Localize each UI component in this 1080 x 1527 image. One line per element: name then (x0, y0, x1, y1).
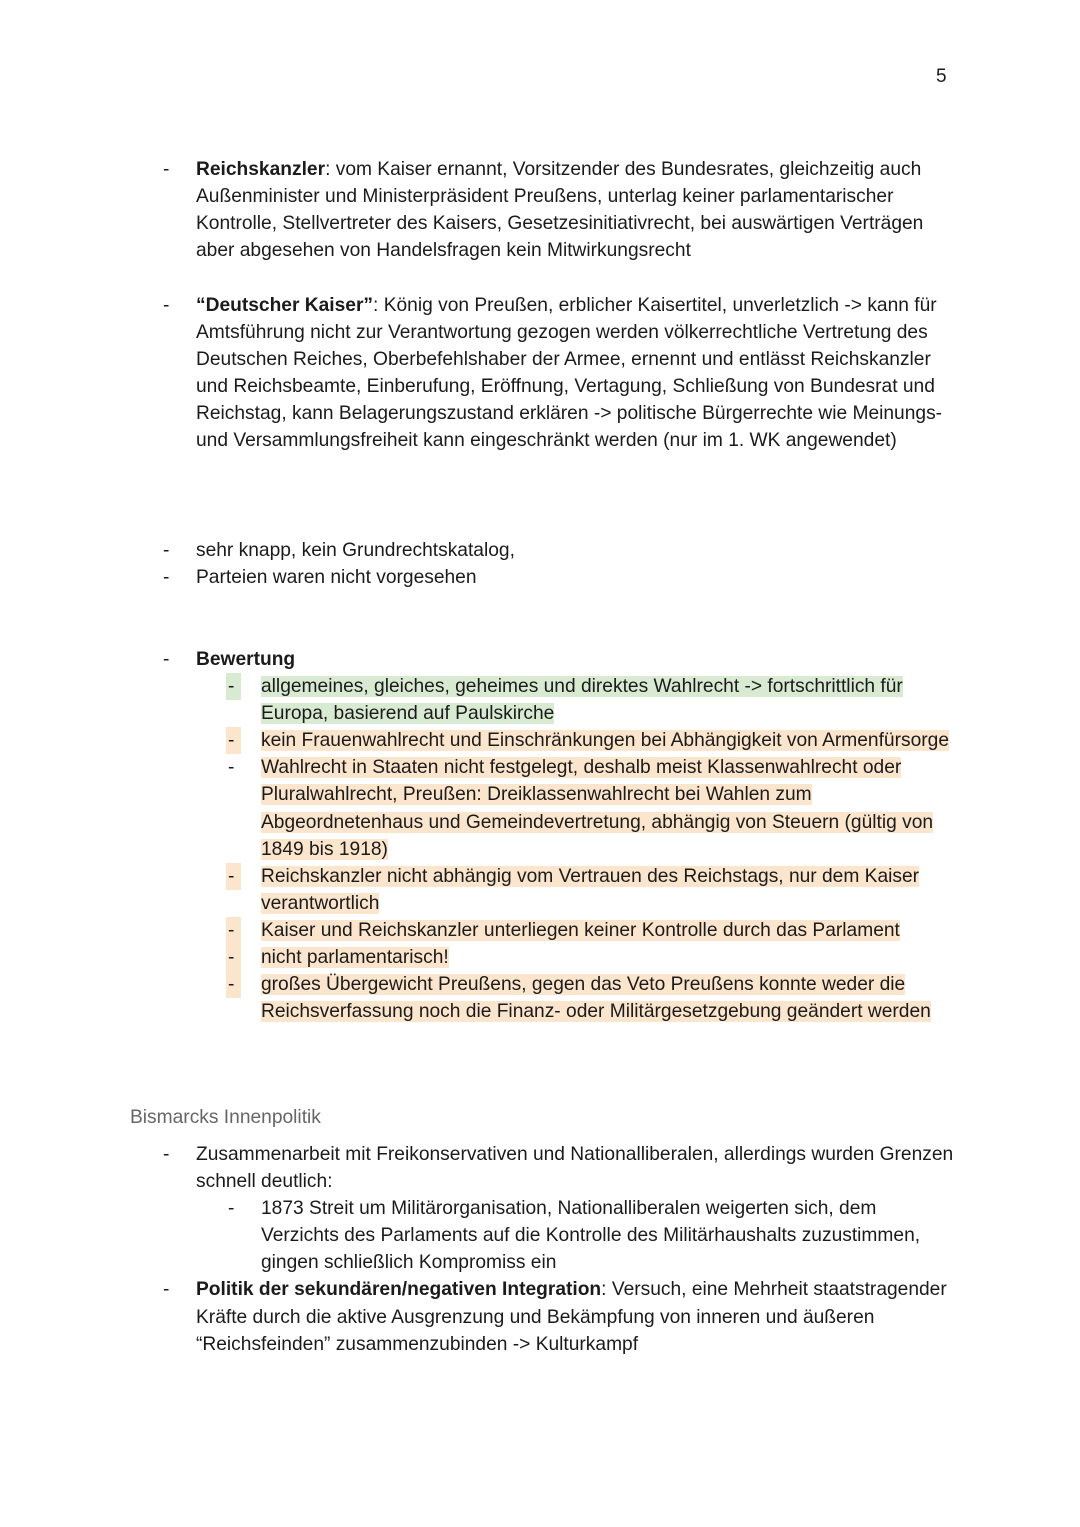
text-reichskanzler: : vom Kaiser ernannt, Vorsitzender des Bundesrates, gleichzeitig auch Außenminister und Ministerpräsident Preußens, unterlag keiner parlamentarischer Kontrolle, Stellvertreter des Kaisers, Gesetzesinitiativrecht, bei auswärtigen Verträgen aber abgesehen von Handelsfragen kein Mitwirkungsrecht (196, 159, 924, 262)
innenpolitik-item1: Zusammenarbeit mit Freikonservativen und Nationalliberalen, allerdings wurden Grenzen schnell deutlich: (196, 1144, 954, 1193)
bullet-dash: - (228, 1198, 235, 1220)
bullet-dash: - (163, 540, 170, 561)
innenpolitik-item1-sub: 1873 Streit um Militärorganisation, Nationalliberalen weigerten sich, dem Verzichts des Parlaments auf die Kontrolle des Militärhaushalts zuzustimmen, gingen schließlich Kompromiss ein (261, 1198, 921, 1274)
bullet-dash: - (226, 971, 241, 998)
bullet-dash: - (163, 159, 170, 180)
list-short-items (0, 537, 1080, 591)
bullet-dash: - (163, 649, 170, 670)
bullet-dash: - (226, 863, 241, 890)
bullet-dash: - (163, 295, 170, 316)
bewertung-point-text: allgemeines, gleiches, geheimes und direktes Wahlrecht -> fortschrittlich für Europa, basierend auf Paulskirche (261, 676, 903, 725)
list-item (163, 537, 956, 564)
bewertung-point (228, 727, 951, 754)
bewertung-point-text: Kaiser und Reichskanzler unterliegen keiner Kontrolle durch das Parlament (261, 919, 900, 941)
bullet-dash: - (226, 944, 241, 971)
list-item-deutscher-kaiser (0, 292, 1080, 455)
bullet-dash: - (226, 727, 241, 754)
bewertung-point (228, 754, 951, 862)
text-deutscher-kaiser: : König von Preußen, erblicher Kaisertitel, unverletzlich -> kann für Amtsführung nicht zur Verantwortung gezogen werden völkerrechtliche Vertretung des Deutschen Reiches, Oberbefehlshaber der Armee, ernennt und entlässt Reichskanzler und Reichsbeamte, Einberufung, Eröffnung, Vertagung, Schließung von Bundesrat und Reichstag, kann Belagerungszustand erklären -> politische Bürgerrechte wie Meinungs- und Versammlungsfreiheit kann eingeschränkt werden (nur im 1. WK angewendet) (196, 295, 943, 452)
list-item-text: sehr knapp, kein Grundrechtskatalog, (196, 540, 515, 561)
bullet-dash: - (163, 1144, 170, 1165)
bewertung-point (228, 917, 951, 944)
innenpolitik-item2-text: : Versuch, eine Mehrheit staatstragender Kräfte durch die aktive Ausgrenzung und Bekämpfung von inneren und äußeren “Reichsfeinden” zusammenzubinden -> Kulturkampf (196, 1279, 947, 1355)
list-item (163, 564, 956, 591)
page-number: 5 (936, 66, 947, 87)
bewertung-title: Bewertung (196, 649, 296, 670)
term-negative-integration: Politik der sekundären/negativen Integration (196, 1279, 602, 1301)
bewertung-point-text: nicht parlamentarisch! (261, 947, 449, 969)
bewertung-point (228, 944, 951, 971)
bullet-dash: - (163, 1279, 170, 1301)
bewertung-point (228, 971, 951, 1025)
bullet-dash: - (226, 673, 241, 700)
bullet-dash: - (228, 757, 235, 779)
list-item-text: Parteien waren nicht vorgesehen (196, 567, 477, 589)
bewertung-point (228, 863, 951, 917)
bewertung-point-text: Reichskanzler nicht abhängig vom Vertrauen des Reichstags, nur dem Kaiser verantwortlich (261, 865, 920, 914)
bullet-dash: - (163, 567, 170, 589)
term-deutscher-kaiser: “Deutscher Kaiser” (196, 295, 374, 316)
list-item-reichskanzler (0, 156, 1080, 264)
bewertung-point (228, 673, 951, 727)
term-reichskanzler: Reichskanzler (196, 159, 326, 180)
bewertung-point-text: kein Frauenwahlrecht und Einschränkungen bei Abhängigkeit von Armenfürsorge (261, 730, 949, 752)
bewertung-point-text: großes Übergewicht Preußens, gegen das Veto Preußens konnte weder die Reichsverfassung noch die Finanz- oder Militärgesetzgebung geändert werden (261, 974, 931, 1023)
innenpolitik-section (0, 1141, 1080, 1358)
bewertung-point-text: Wahlrecht in Staaten nicht festgelegt, deshalb meist Klassenwahlrecht oder Pluralwahlrecht, Preußen: Dreiklassenwahlrecht bei Wahlen zum Abgeordnetenhaus und Gemeindevertretung, abhängig von Steuern (gültig von 1849 bis 1918) (261, 757, 934, 860)
list-item (163, 1141, 956, 1195)
bullet-dash: - (226, 917, 241, 944)
bewertung-section (0, 646, 1080, 1025)
list-item (163, 1276, 956, 1357)
list-sub-item (228, 1195, 951, 1276)
section-heading-innenpolitik: Bismarcks Innenpolitik (130, 1107, 321, 1128)
